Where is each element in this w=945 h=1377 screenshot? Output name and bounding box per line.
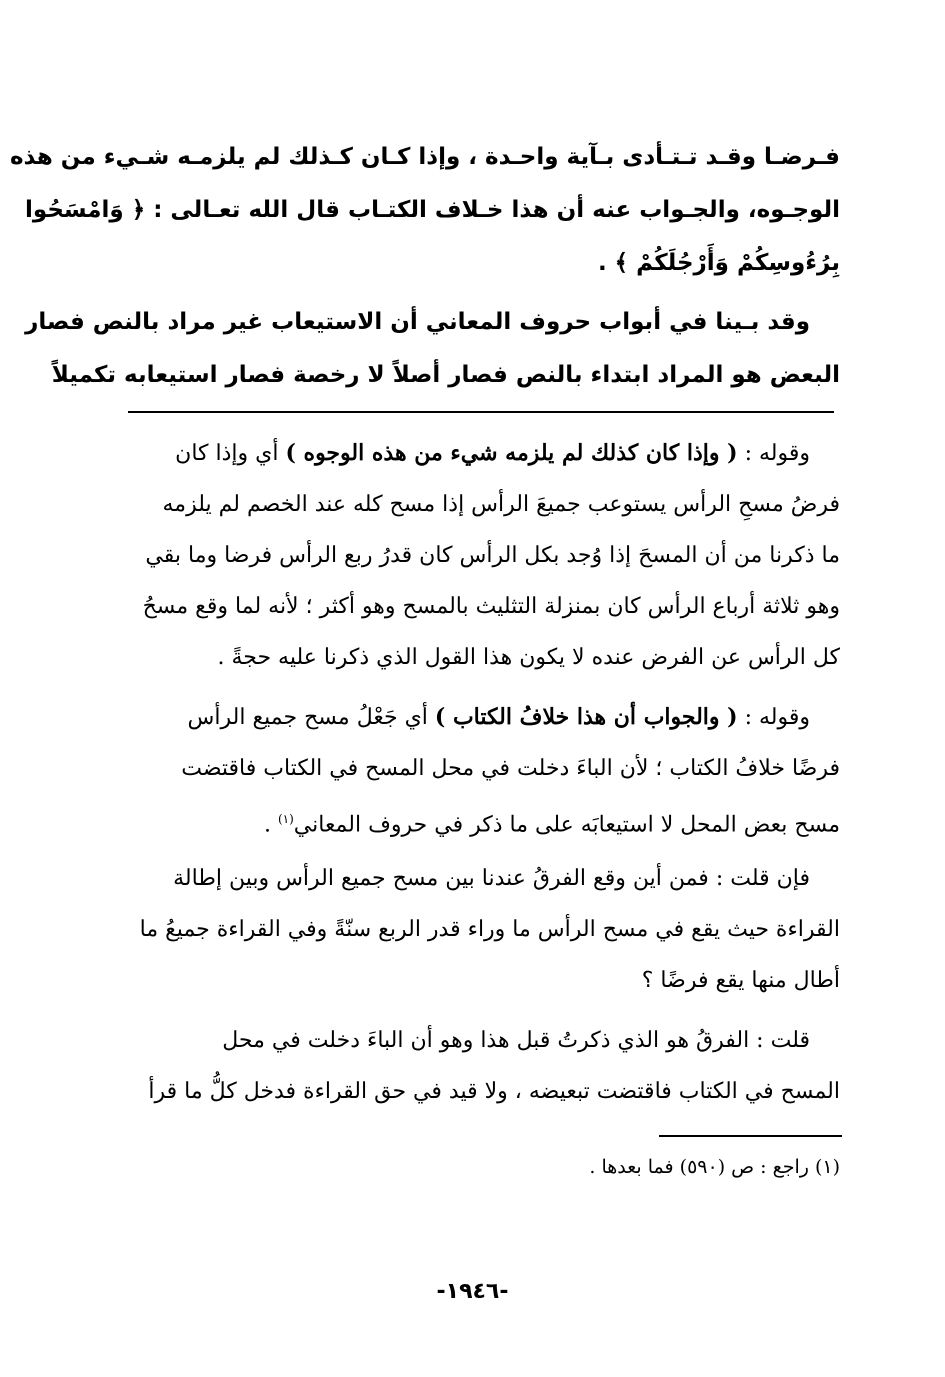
sharh-line: المسح في الكتاب فاقتضت تبعيضه ، ولا قيد في حق القراءة فدخل كلُّ ما قرأ (148, 1079, 840, 1104)
page-number: -١٩٤٦- (436, 1279, 509, 1304)
sharh-lead: وقوله : (737, 441, 810, 466)
footnote-reference[interactable]: (١) (277, 812, 294, 826)
sharh-paragraph-4 (128, 1015, 840, 1117)
sharh-line (128, 692, 840, 743)
sharh-line: فرضُ مسحِ الرأس يستوعب جميعَ الرأس إذا مسح كله عند الخصم لم يلزمه (162, 492, 840, 517)
sharh-text: أي وإذا كان (175, 441, 286, 466)
sharh-paragraph-1 (128, 428, 840, 683)
matn-line: وقد بـينا في أبواب حروف المعاني أن الاستيعاب غير مراد بالنص فصار (25, 309, 810, 335)
sharh-line: فرضًا خلافُ الكتاب ؛ لأن الباءَ دخلت في محل المسح في الكتاب فاقتضت (181, 756, 840, 781)
sharh-line: أطال منها يقع فرضًا ؟ (641, 968, 840, 993)
sharh-line (128, 794, 840, 850)
sharh-text: . (263, 812, 278, 838)
footnote-divider (659, 1135, 842, 1137)
matn-quote: ( والجواب أن هذا خلافُ الكتاب ) (434, 704, 738, 730)
matn-line: الوجـوه، والجـواب عنه أن هذا خـلاف الكتـاب قال الله تعـالى : ﴿ وَامْسَحُوا (25, 197, 840, 223)
matn-line: البعض هو المراد ابتداء بالنص فصار أصلاً لا رخصة فصار استيعابه تكميلاً (51, 362, 840, 388)
sharh-paragraph-2 (128, 692, 840, 850)
sharh-paragraph-3 (128, 853, 840, 1006)
sharh-line: كل الرأس عن الفرض عنده لا يكون هذا القول الذي ذكرنا عليه حجةً . (217, 645, 840, 670)
matn-sharh-divider (128, 411, 834, 413)
sharh-line: قلت : الفرقُ هو الذي ذكرتُ قبل هذا وهو أن الباءَ دخلت في محل (222, 1028, 810, 1053)
sharh-line: ما ذكرنا من أن المسحَ إذا وُجد بكل الرأس كان قدرُ ربع الرأس فرضا وما بقي (145, 543, 840, 568)
sharh-text: أي جَعْلُ مسح جميع الرأس (187, 705, 435, 730)
sharh-text: مسح بعض المحل لا استيعابَه على ما ذكر في حروف المعاني (293, 812, 840, 838)
matn-quote: ( وإذا كان كذلك لم يلزمه شيء من هذه الوجوه ) (285, 440, 738, 466)
sharh-line: القراءة حيث يقع في مسح الرأس ما وراء قدر الربع سنّةً وفي القراءة جميعُ ما (139, 917, 840, 942)
matn-line: بِرُءُوسِكُمْ وَأَرْجُلَكُمْ ﴾ . (597, 250, 840, 276)
footnote: (١) راجع : ص (٥٩٠) فما بعدها . (589, 1156, 840, 1178)
matn-paragraph-1 (9, 131, 840, 290)
matn-line: فـرضـا وقـد تـتـأدى بـآية واحـدة ، وإذا كـان كـذلك لم يلزمـه شـيء من هذه (9, 144, 840, 170)
sharh-line: فإن قلت : فمن أين وقع الفرقُ عندنا بين مسح جميع الرأس وبين إطالة (173, 866, 810, 891)
sharh-line: وهو ثلاثة أرباع الرأس كان بمنزلة التثليث بالمسح وهو أكثر ؛ لأنه لما وقع مسحُ (142, 594, 840, 619)
sharh-line (128, 428, 840, 479)
sharh-lead: وقوله : (737, 705, 810, 730)
matn-paragraph-2 (25, 296, 840, 402)
